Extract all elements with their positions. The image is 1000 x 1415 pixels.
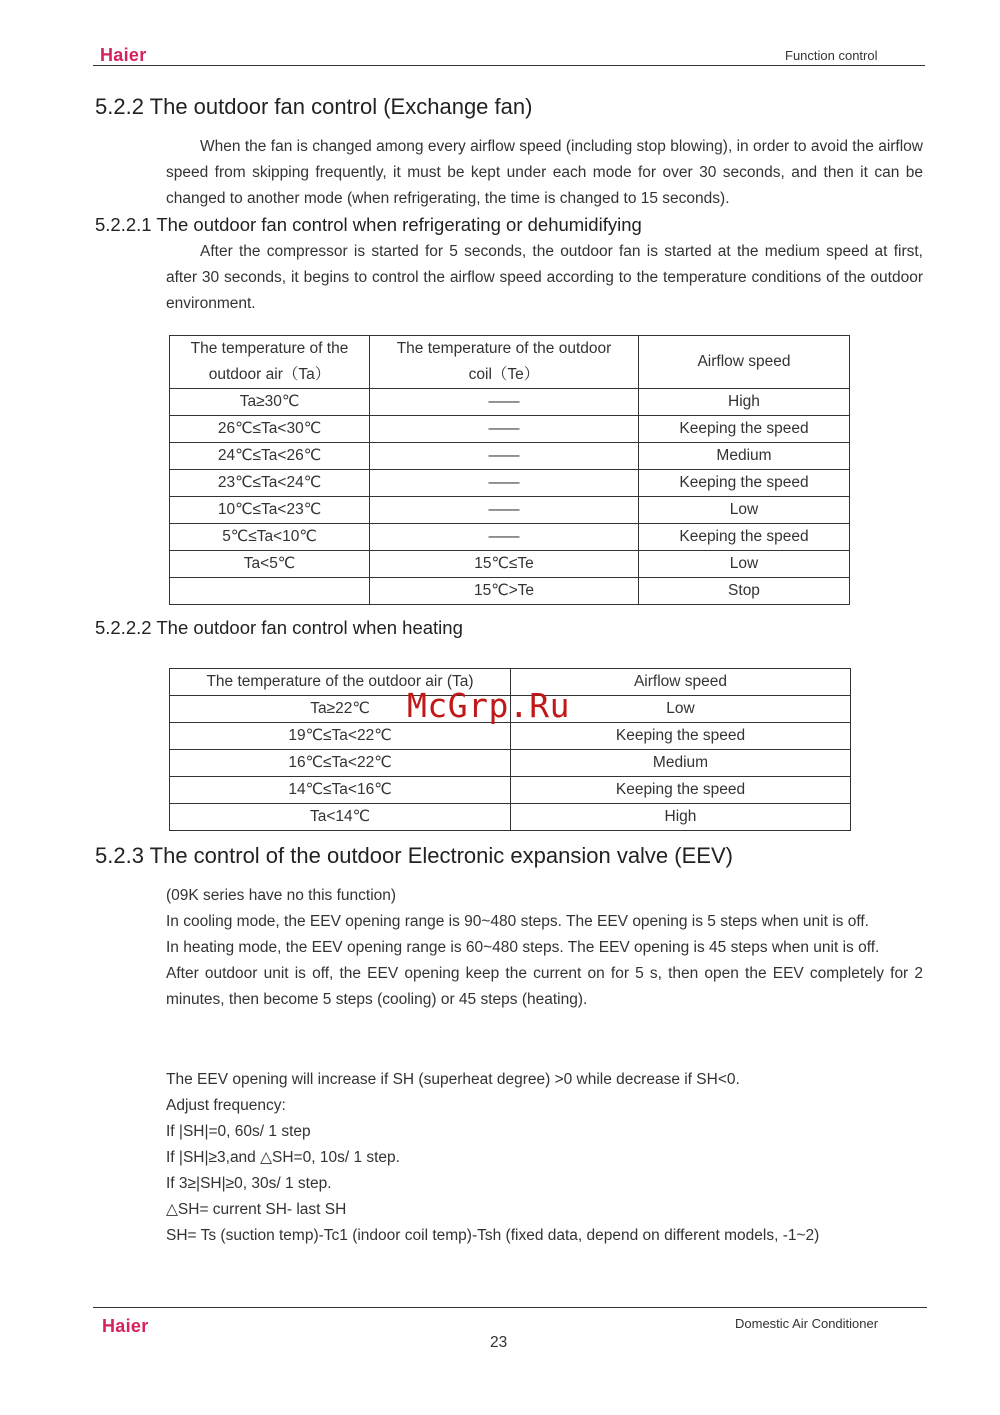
table-cell: 5℃≤Ta<10℃ bbox=[170, 524, 370, 551]
section-523-title: 5.2.3 The control of the outdoor Electronic expansion valve (EEV) bbox=[95, 843, 733, 868]
table-cell: Low bbox=[639, 551, 850, 578]
table-cell: —— bbox=[370, 524, 639, 551]
table-cell: Medium bbox=[639, 443, 850, 470]
table-cell: 19℃≤Ta<22℃ bbox=[170, 723, 511, 750]
table-header-cell: Airflow speed bbox=[511, 669, 851, 696]
table-cell: Keeping the speed bbox=[639, 416, 850, 443]
table-cell: 15℃≤Te bbox=[370, 551, 639, 578]
eev-cooling-text: In cooling mode, the EEV opening range is 90~480 steps. The EEV opening is 5 steps when unit is off. bbox=[166, 913, 869, 930]
eev-line: Adjust frequency: bbox=[166, 1097, 286, 1114]
table-cell bbox=[170, 578, 370, 605]
table-cell: —— bbox=[370, 389, 639, 416]
section-522-intro-text: When the fan is changed among every airflow speed (including stop blowing), in order to avoid the airflow speed from skipping frequently, it must be kept under each mode for over 30 seconds, and then it can be changed to another mode (when refrigerating, the time is changed to 15 seconds). bbox=[166, 138, 923, 207]
table-row bbox=[170, 470, 850, 497]
table-cell: 16℃≤Ta<22℃ bbox=[170, 750, 511, 777]
table-cell: Keeping the speed bbox=[511, 777, 851, 804]
footer-label: Domestic Air Conditioner bbox=[735, 1316, 879, 1331]
table-header-cell: The temperature of the outdoor air（Ta） bbox=[170, 336, 370, 389]
table-header-cell: The temperature of the outdoor coil（Te） bbox=[370, 336, 639, 389]
table-cell: High bbox=[511, 804, 851, 831]
table-row bbox=[170, 497, 850, 524]
eev-line: If 3≥|SH|≥0, 30s/ 1 step. bbox=[166, 1175, 332, 1192]
header-rule bbox=[93, 65, 925, 66]
section-523-body bbox=[166, 883, 923, 1013]
table-cell: Keeping the speed bbox=[639, 470, 850, 497]
watermark-text: McGrp.Ru bbox=[407, 686, 570, 725]
eev-line: SH= Ts (suction temp)-Tc1 (indoor coil temp)-Tsh (fixed data, depend on different models, -1~2) bbox=[166, 1227, 820, 1244]
table-row bbox=[170, 777, 851, 804]
cooling-fan-table bbox=[169, 335, 850, 605]
table-row bbox=[170, 551, 850, 578]
table-cell: —— bbox=[370, 443, 639, 470]
table-cell: 24℃≤Ta<26℃ bbox=[170, 443, 370, 470]
table-cell: Low bbox=[639, 497, 850, 524]
table-cell: 10℃≤Ta<23℃ bbox=[170, 497, 370, 524]
table-header-cell: The temperature of the outdoor air (Ta) bbox=[170, 669, 511, 696]
table-cell: 14℃≤Ta<16℃ bbox=[170, 777, 511, 804]
section-522-title: 5.2.2 The outdoor fan control (Exchange fan) bbox=[95, 94, 533, 119]
footer-rule bbox=[93, 1307, 927, 1308]
table-row bbox=[170, 578, 850, 605]
header-section-label: Function control bbox=[785, 48, 878, 63]
table-cell: —— bbox=[370, 470, 639, 497]
table-row bbox=[170, 723, 851, 750]
table-row bbox=[170, 750, 851, 777]
eev-heating-text: In heating mode, the EEV opening range is 60~480 steps. The EEV opening is 45 steps when unit is off. bbox=[166, 939, 880, 956]
table-row bbox=[170, 389, 850, 416]
eev-line: The EEV opening will increase if SH (superheat degree) >0 while decrease if SH<0. bbox=[166, 1071, 740, 1088]
table-cell: —— bbox=[370, 416, 639, 443]
section-522-intro bbox=[166, 134, 923, 212]
table-cell: Keeping the speed bbox=[511, 723, 851, 750]
table-cell: 26℃≤Ta<30℃ bbox=[170, 416, 370, 443]
eev-after-off-text: After outdoor unit is off, the EEV opening keep the current on for 5 s, then open the EEV completely for 2 minutes, then become 5 steps (cooling) or 45 steps (heating). bbox=[166, 965, 923, 1008]
table-cell: Low bbox=[511, 696, 851, 723]
table-cell: 15℃>Te bbox=[370, 578, 639, 605]
table-row bbox=[170, 416, 850, 443]
section-5221-intro-text: After the compressor is started for 5 seconds, the outdoor fan is started at the medium speed at first, after 30 seconds, it begins to control the airflow speed according to the temperature conditions of the outdoor environment. bbox=[166, 243, 923, 312]
eev-note: (09K series have no this function) bbox=[166, 887, 397, 904]
table-cell: Ta<5℃ bbox=[170, 551, 370, 578]
section-5221-intro bbox=[166, 239, 923, 317]
table-cell: —— bbox=[370, 497, 639, 524]
table-row bbox=[170, 804, 851, 831]
table-cell: Medium bbox=[511, 750, 851, 777]
page-number: 23 bbox=[490, 1334, 508, 1351]
eev-line: △SH= current SH- last SH bbox=[166, 1201, 347, 1218]
header-logo: Haier bbox=[100, 45, 147, 65]
eev-line: If |SH|=0, 60s/ 1 step bbox=[166, 1123, 311, 1140]
table-cell: Stop bbox=[639, 578, 850, 605]
section-5221-title: 5.2.2.1 The outdoor fan control when refrigerating or dehumidifying bbox=[95, 214, 642, 235]
table-cell: Ta≥30℃ bbox=[170, 389, 370, 416]
eev-adjust-list bbox=[166, 1067, 819, 1249]
table-row bbox=[170, 443, 850, 470]
table-row bbox=[170, 524, 850, 551]
table-cell: Keeping the speed bbox=[639, 524, 850, 551]
eev-line: If |SH|≥3,and △SH=0, 10s/ 1 step. bbox=[166, 1149, 400, 1166]
section-5222-title: 5.2.2.2 The outdoor fan control when heating bbox=[95, 617, 463, 638]
table-header-row bbox=[170, 336, 850, 389]
footer-logo: Haier bbox=[102, 1316, 149, 1336]
table-cell: Ta<14℃ bbox=[170, 804, 511, 831]
table-cell: High bbox=[639, 389, 850, 416]
table-cell: Ta≥22℃ bbox=[170, 696, 511, 723]
table-cell: 23℃≤Ta<24℃ bbox=[170, 470, 370, 497]
table-header-cell: Airflow speed bbox=[639, 336, 850, 389]
